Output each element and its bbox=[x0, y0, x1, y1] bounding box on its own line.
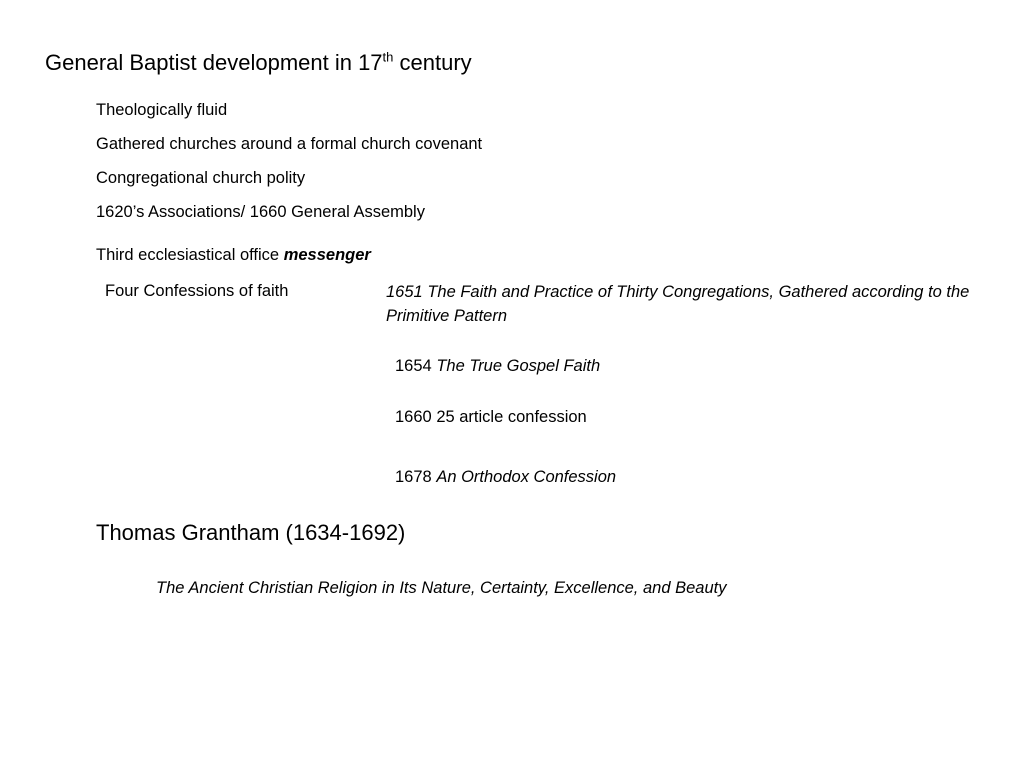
confession-item-1654 bbox=[395, 357, 600, 376]
slide-title bbox=[45, 50, 472, 76]
confession-title: The True Gospel Faith bbox=[436, 357, 601, 375]
confession-title: An Orthodox Confession bbox=[436, 468, 617, 486]
person-heading: Thomas Grantham (1634-1692) bbox=[96, 520, 406, 545]
bullet-associations: 1620’s Associations/ 1660 General Assembly bbox=[96, 203, 425, 221]
confession-item-1651 bbox=[386, 280, 986, 328]
title-main: General Baptist development in 17 bbox=[45, 50, 383, 75]
confession-year: 1654 bbox=[395, 357, 432, 375]
confession-item-1678 bbox=[395, 468, 616, 487]
confession-year: 1660 bbox=[395, 408, 432, 426]
bullet-ecclesiastical-office bbox=[96, 246, 371, 265]
bullet-church-polity: Congregational church polity bbox=[96, 169, 306, 187]
confession-item-1660 bbox=[395, 408, 587, 427]
bullet-church-covenant: Gathered churches around a formal church covenant bbox=[96, 135, 483, 153]
title-rest: century bbox=[393, 50, 472, 75]
confession-year: 1678 bbox=[395, 468, 432, 486]
office-prefix: Third ecclesiastical office bbox=[96, 246, 284, 264]
office-emphasis: messenger bbox=[283, 246, 371, 264]
confession-title: 25 article confession bbox=[436, 408, 587, 426]
confession-title: The Faith and Practice of Thirty Congregations, Gathered according to the Primitive Pattern bbox=[386, 283, 970, 325]
confession-year: 1651 bbox=[386, 283, 423, 301]
bullet-theologically-fluid: Theologically fluid bbox=[96, 101, 228, 119]
work-title: The Ancient Christian Religion in Its Nature, Certainty, Excellence, and Beauty bbox=[156, 579, 727, 597]
confessions-label: Four Confessions of faith bbox=[105, 282, 289, 300]
title-superscript: th bbox=[382, 49, 394, 65]
